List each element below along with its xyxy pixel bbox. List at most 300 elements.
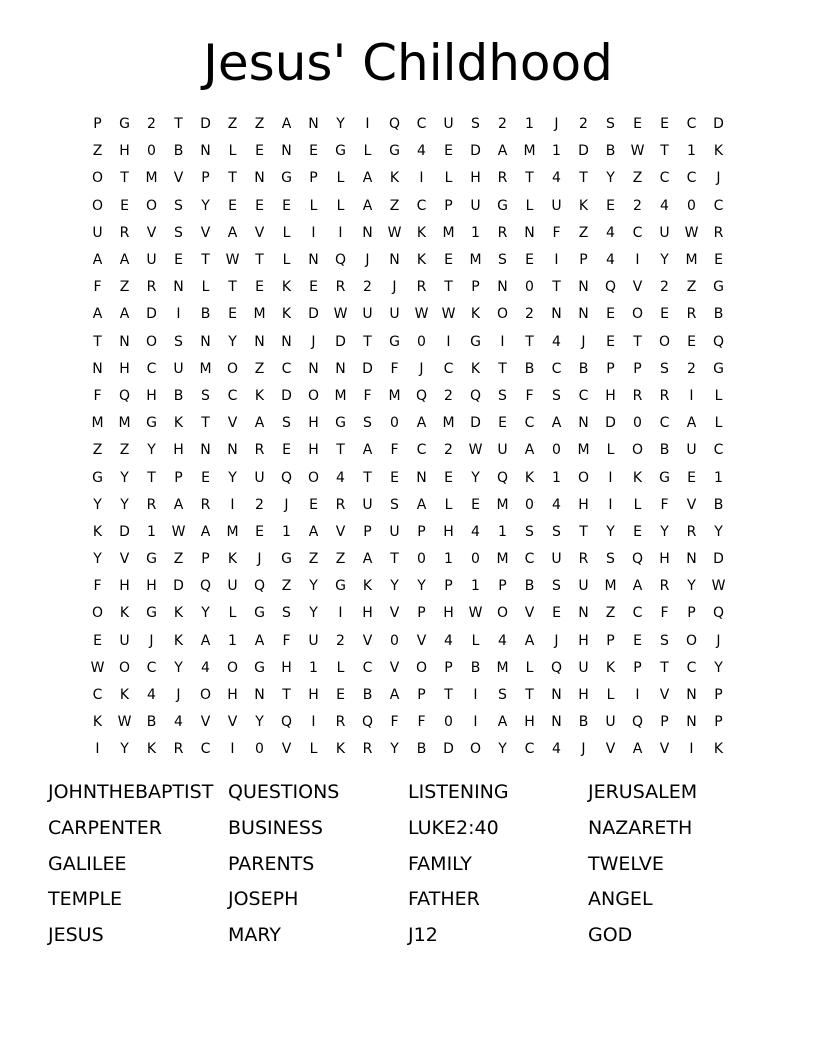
- grid-letter: U: [659, 224, 670, 241]
- grid-letter: O: [631, 442, 644, 459]
- grid-row: [84, 329, 732, 356]
- grid-letter: T: [228, 170, 237, 187]
- grid-letter: Y: [201, 197, 210, 214]
- grid-letter: R: [335, 279, 346, 296]
- grid-letter: A: [524, 442, 535, 459]
- grid-letter: P: [417, 523, 426, 540]
- grid-letter: O: [145, 197, 158, 214]
- grid-letter: N: [200, 442, 211, 459]
- grid-letter: A: [632, 741, 643, 758]
- word-list-item: QUESTIONS: [228, 781, 340, 803]
- grid-letter: 4: [174, 714, 183, 731]
- grid-letter: L: [525, 197, 534, 214]
- grid-letter: G: [470, 333, 481, 350]
- grid-letter: E: [120, 197, 129, 214]
- grid-letter: T: [552, 279, 561, 296]
- grid-letter: T: [525, 687, 534, 704]
- grid-letter: V: [389, 605, 400, 622]
- grid-letter: P: [714, 714, 723, 731]
- grid-letter: Z: [119, 442, 130, 459]
- grid-letter: P: [201, 551, 210, 568]
- grid-letter: E: [309, 143, 318, 160]
- grid-letter: F: [93, 279, 102, 296]
- grid-letter: B: [578, 714, 589, 731]
- grid-letter: T: [93, 333, 102, 350]
- grid-letter: M: [496, 496, 509, 513]
- grid-letter: J: [581, 741, 586, 758]
- grid-letter: K: [389, 170, 400, 187]
- grid-letter: I: [608, 496, 613, 513]
- grid-letter: Y: [390, 578, 399, 595]
- grid-letter: E: [282, 197, 291, 214]
- grid-letter: M: [496, 551, 509, 568]
- grid-letter: Y: [390, 741, 399, 758]
- word-list-item: FAMILY: [408, 852, 472, 875]
- grid-letter: J: [149, 632, 154, 649]
- word-list-item: GALILEE: [48, 852, 127, 875]
- grid-letter: U: [551, 197, 562, 214]
- grid-letter: 1: [714, 469, 723, 486]
- grid-letter: H: [443, 523, 454, 540]
- grid-letter: I: [95, 741, 100, 758]
- grid-letter: 0: [147, 143, 156, 160]
- grid-letter: T: [147, 469, 156, 486]
- grid-letter: K: [173, 605, 184, 622]
- grid-letter: C: [92, 687, 103, 704]
- grid-letter: N: [281, 143, 292, 160]
- grid-letter: T: [201, 415, 210, 432]
- grid-letter: N: [200, 333, 211, 350]
- grid-letter: U: [362, 306, 373, 323]
- grid-letter: E: [444, 252, 453, 269]
- grid-letter: F: [390, 714, 399, 731]
- grid-letter: H: [578, 632, 589, 649]
- grid-row: [84, 165, 732, 192]
- grid-letter: L: [633, 496, 642, 513]
- grid-letter: R: [335, 714, 346, 731]
- grid-letter: A: [416, 496, 427, 513]
- grid-letter: C: [713, 442, 724, 459]
- grid-letter: W: [684, 224, 699, 241]
- grid-letter: M: [442, 415, 455, 432]
- grid-letter: U: [497, 442, 508, 459]
- grid-letter: P: [471, 279, 480, 296]
- grid-letter: J: [419, 360, 424, 377]
- grid-letter: 0: [525, 496, 534, 513]
- grid-letter: Q: [118, 387, 131, 404]
- grid-letter: E: [282, 442, 291, 459]
- grid-letter: L: [363, 143, 372, 160]
- grid-letter: H: [146, 578, 157, 595]
- grid-letter: D: [713, 116, 724, 133]
- grid-letter: 2: [363, 279, 372, 296]
- grid-letter: G: [92, 469, 103, 486]
- grid-letter: B: [416, 741, 427, 758]
- grid-letter: A: [119, 306, 130, 323]
- grid-letter: Y: [606, 170, 615, 187]
- grid-letter: C: [200, 741, 211, 758]
- grid-letter: T: [579, 170, 588, 187]
- grid-letter: K: [173, 415, 184, 432]
- grid-letter: U: [227, 578, 238, 595]
- grid-letter: E: [444, 469, 453, 486]
- grid-row: [84, 655, 732, 682]
- grid-letter: E: [336, 687, 345, 704]
- grid-letter: 1: [552, 469, 561, 486]
- grid-letter: A: [254, 632, 265, 649]
- grid-letter: V: [362, 632, 373, 649]
- grid-letter: K: [578, 197, 589, 214]
- grid-letter: B: [578, 360, 589, 377]
- grid-letter: E: [255, 279, 264, 296]
- grid-letter: C: [686, 170, 697, 187]
- grid-letter: G: [713, 360, 724, 377]
- grid-letter: U: [578, 578, 589, 595]
- grid-letter: V: [659, 741, 670, 758]
- word-list-item: TWELVE: [588, 852, 664, 875]
- grid-letter: L: [606, 687, 615, 704]
- grid-letter: J: [554, 632, 559, 649]
- grid-letter: S: [498, 387, 507, 404]
- grid-letter: N: [497, 279, 508, 296]
- grid-row: [84, 682, 732, 709]
- grid-letter: A: [254, 415, 265, 432]
- grid-letter: 2: [336, 632, 345, 649]
- grid-letter: N: [578, 415, 589, 432]
- grid-letter: G: [146, 551, 157, 568]
- grid-letter: E: [687, 333, 696, 350]
- grid-letter: C: [146, 659, 157, 676]
- grid-letter: I: [311, 224, 316, 241]
- grid-letter: W: [387, 224, 402, 241]
- grid-row: [84, 546, 732, 573]
- grid-letter: S: [498, 252, 507, 269]
- grid-letter: L: [336, 170, 345, 187]
- grid-letter: M: [253, 306, 266, 323]
- grid-letter: K: [173, 632, 184, 649]
- word-list-item: LUKE2:40: [408, 816, 499, 839]
- grid-letter: 1: [471, 224, 480, 241]
- grid-letter: 1: [282, 523, 291, 540]
- grid-letter: K: [416, 252, 427, 269]
- grid-letter: Q: [496, 469, 509, 486]
- grid-letter: A: [92, 252, 103, 269]
- grid-letter: 2: [579, 116, 588, 133]
- grid-letter: D: [443, 741, 454, 758]
- grid-letter: D: [362, 360, 373, 377]
- grid-letter: R: [659, 387, 670, 404]
- grid-letter: K: [281, 279, 292, 296]
- grid-letter: L: [309, 741, 318, 758]
- grid-row: [84, 464, 732, 491]
- grid-letter: P: [687, 605, 696, 622]
- grid-letter: Z: [119, 279, 130, 296]
- grid-letter: E: [255, 523, 264, 540]
- grid-letter: D: [335, 333, 346, 350]
- grid-letter: Q: [469, 387, 482, 404]
- grid-letter: M: [388, 387, 401, 404]
- grid-letter: H: [227, 687, 238, 704]
- grid-letter: B: [659, 442, 670, 459]
- grid-letter: A: [362, 170, 373, 187]
- word-list-item: JOHNTHEBAPTIST: [48, 781, 214, 803]
- grid-letter: O: [496, 306, 509, 323]
- grid-letter: E: [633, 523, 642, 540]
- grid-letter: V: [524, 605, 535, 622]
- grid-letter: E: [228, 197, 237, 214]
- grid-letter: Y: [255, 714, 264, 731]
- grid-letter: M: [91, 415, 104, 432]
- grid-letter: R: [713, 224, 724, 241]
- grid-letter: 0: [471, 551, 480, 568]
- grid-letter: N: [308, 360, 319, 377]
- grid-letter: H: [605, 387, 616, 404]
- grid-letter: I: [230, 496, 235, 513]
- grid-letter: P: [633, 360, 642, 377]
- grid-letter: O: [469, 741, 482, 758]
- grid-letter: N: [416, 469, 427, 486]
- grid-letter: L: [471, 632, 480, 649]
- grid-letter: I: [635, 687, 640, 704]
- grid-letter: S: [606, 116, 615, 133]
- grid-letter: A: [200, 523, 211, 540]
- grid-letter: U: [362, 496, 373, 513]
- grid-letter: O: [307, 469, 320, 486]
- grid-letter: I: [230, 741, 235, 758]
- grid-row: [84, 193, 732, 220]
- word-list-item: PARENTS: [228, 852, 315, 875]
- grid-letter: R: [686, 523, 697, 540]
- grid-letter: C: [281, 360, 292, 377]
- grid-letter: I: [176, 306, 181, 323]
- grid-letter: J: [257, 551, 262, 568]
- grid-letter: L: [714, 387, 723, 404]
- grid-letter: O: [145, 333, 158, 350]
- grid-letter: 4: [606, 252, 615, 269]
- grid-letter: L: [282, 224, 291, 241]
- grid-letter: R: [578, 551, 589, 568]
- grid-letter: T: [255, 252, 264, 269]
- grid-letter: L: [714, 415, 723, 432]
- grid-letter: E: [714, 252, 723, 269]
- grid-letter: 2: [444, 442, 453, 459]
- grid-letter: M: [604, 578, 617, 595]
- grid-letter: S: [606, 551, 615, 568]
- grid-letter: O: [631, 306, 644, 323]
- grid-letter: T: [120, 170, 129, 187]
- grid-letter: N: [308, 252, 319, 269]
- grid-letter: 4: [444, 632, 453, 649]
- grid-letter: J: [176, 687, 181, 704]
- grid-letter: T: [201, 252, 210, 269]
- grid-letter: Z: [173, 551, 184, 568]
- grid-letter: Q: [361, 714, 374, 731]
- grid-row: [84, 301, 732, 328]
- grid-letter: C: [632, 605, 643, 622]
- grid-letter: P: [498, 578, 507, 595]
- grid-letter: B: [173, 143, 184, 160]
- grid-letter: P: [444, 659, 453, 676]
- grid-letter: C: [443, 360, 454, 377]
- grid-letter: P: [660, 714, 669, 731]
- grid-letter: V: [335, 523, 346, 540]
- grid-letter: Y: [120, 741, 129, 758]
- grid-letter: W: [468, 605, 483, 622]
- grid-letter: N: [524, 224, 535, 241]
- grid-letter: K: [362, 578, 373, 595]
- word-list-item: GOD: [588, 924, 633, 947]
- grid-letter: N: [254, 170, 265, 187]
- grid-letter: E: [633, 116, 642, 133]
- grid-letter: E: [174, 252, 183, 269]
- grid-letter: A: [497, 143, 508, 160]
- grid-letter: I: [608, 469, 613, 486]
- grid-letter: T: [660, 659, 669, 676]
- grid-letter: J: [365, 252, 370, 269]
- grid-letter: U: [146, 252, 157, 269]
- grid-letter: H: [443, 605, 454, 622]
- grid-letter: 1: [228, 632, 237, 649]
- grid-letter: U: [605, 714, 616, 731]
- grid-letter: 1: [309, 659, 318, 676]
- grid-row: [84, 220, 732, 247]
- grid-letter: 2: [255, 496, 264, 513]
- grid-letter: S: [282, 605, 291, 622]
- grid-letter: H: [362, 605, 373, 622]
- grid-letter: K: [281, 306, 292, 323]
- grid-letter: Q: [280, 714, 293, 731]
- grid-letter: N: [200, 143, 211, 160]
- grid-letter: T: [444, 687, 453, 704]
- grid-letter: R: [659, 578, 670, 595]
- grid-letter: R: [632, 387, 643, 404]
- grid-letter: B: [173, 387, 184, 404]
- grid-letter: J: [716, 632, 721, 649]
- grid-letter: C: [659, 170, 670, 187]
- grid-letter: G: [146, 415, 157, 432]
- grid-letter: T: [660, 143, 669, 160]
- grid-letter: Y: [201, 605, 210, 622]
- grid-letter: U: [308, 632, 319, 649]
- grid-letter: D: [470, 415, 481, 432]
- grid-letter: B: [524, 360, 535, 377]
- grid-letter: T: [633, 333, 642, 350]
- grid-letter: Q: [415, 387, 428, 404]
- grid-letter: C: [632, 224, 643, 241]
- grid-letter: A: [632, 578, 643, 595]
- grid-letter: Z: [281, 578, 292, 595]
- grid-letter: 4: [660, 197, 669, 214]
- grid-letter: F: [660, 605, 669, 622]
- grid-letter: T: [174, 116, 183, 133]
- grid-letter: B: [524, 578, 535, 595]
- grid-letter: P: [363, 523, 372, 540]
- grid-letter: F: [93, 387, 102, 404]
- grid-letter: 0: [444, 714, 453, 731]
- grid-letter: Y: [471, 469, 480, 486]
- grid-letter: M: [199, 360, 212, 377]
- grid-letter: L: [336, 659, 345, 676]
- word-list-item: CARPENTER: [48, 816, 162, 839]
- grid-letter: O: [658, 333, 671, 350]
- grid-letter: Y: [228, 333, 237, 350]
- grid-letter: Z: [389, 197, 400, 214]
- word-list-item: JERUSALEM: [588, 781, 698, 803]
- grid-letter: W: [468, 442, 483, 459]
- grid-letter: G: [659, 469, 670, 486]
- grid-letter: R: [416, 279, 427, 296]
- grid-letter: U: [389, 523, 400, 540]
- grid-letter: Y: [120, 469, 129, 486]
- grid-letter: Y: [309, 578, 318, 595]
- grid-letter: K: [713, 143, 724, 160]
- grid-letter: Y: [336, 116, 345, 133]
- grid-letter: H: [173, 442, 184, 459]
- grid-letter: O: [199, 687, 212, 704]
- grid-letter: Q: [199, 578, 212, 595]
- grid-letter: K: [713, 741, 724, 758]
- grid-letter: R: [686, 306, 697, 323]
- grid-letter: W: [225, 252, 240, 269]
- grid-row: [84, 600, 732, 627]
- grid-letter: 4: [417, 143, 426, 160]
- grid-letter: N: [578, 306, 589, 323]
- grid-letter: T: [579, 523, 588, 540]
- grid-letter: W: [171, 523, 186, 540]
- grid-letter: V: [200, 224, 211, 241]
- grid-letter: G: [713, 279, 724, 296]
- grid-letter: T: [282, 687, 291, 704]
- grid-letter: E: [687, 469, 696, 486]
- grid-letter: 2: [147, 116, 156, 133]
- grid-letter: N: [119, 333, 130, 350]
- grid-letter: K: [92, 714, 103, 731]
- grid-letter: I: [311, 714, 316, 731]
- grid-letter: V: [659, 687, 670, 704]
- grid-letter: 4: [498, 632, 507, 649]
- grid-letter: B: [146, 714, 157, 731]
- grid-letter: A: [551, 415, 562, 432]
- grid-letter: 0: [633, 415, 642, 432]
- grid-letter: 0: [390, 632, 399, 649]
- grid-letter: 4: [471, 523, 480, 540]
- grid-letter: I: [338, 605, 343, 622]
- grid-letter: 1: [552, 143, 561, 160]
- grid-letter: C: [551, 360, 562, 377]
- grid-letter: Z: [92, 143, 103, 160]
- grid-letter: Z: [227, 116, 238, 133]
- grid-letter: S: [552, 578, 561, 595]
- grid-letter: 1: [471, 578, 480, 595]
- grid-letter: O: [91, 170, 104, 187]
- grid-letter: J: [392, 279, 397, 296]
- grid-letter: I: [338, 224, 343, 241]
- grid-letter: 0: [390, 415, 399, 432]
- grid-letter: N: [686, 551, 697, 568]
- grid-letter: E: [660, 306, 669, 323]
- grid-letter: Y: [417, 578, 426, 595]
- grid-row: [84, 383, 732, 410]
- grid-letter: C: [524, 741, 535, 758]
- grid-letter: 4: [552, 741, 561, 758]
- grid-letter: 1: [147, 523, 156, 540]
- grid-letter: O: [577, 469, 590, 486]
- grid-letter: S: [660, 632, 669, 649]
- grid-letter: U: [686, 442, 697, 459]
- grid-letter: P: [93, 116, 102, 133]
- grid-letter: Y: [228, 469, 237, 486]
- grid-letter: M: [442, 224, 455, 241]
